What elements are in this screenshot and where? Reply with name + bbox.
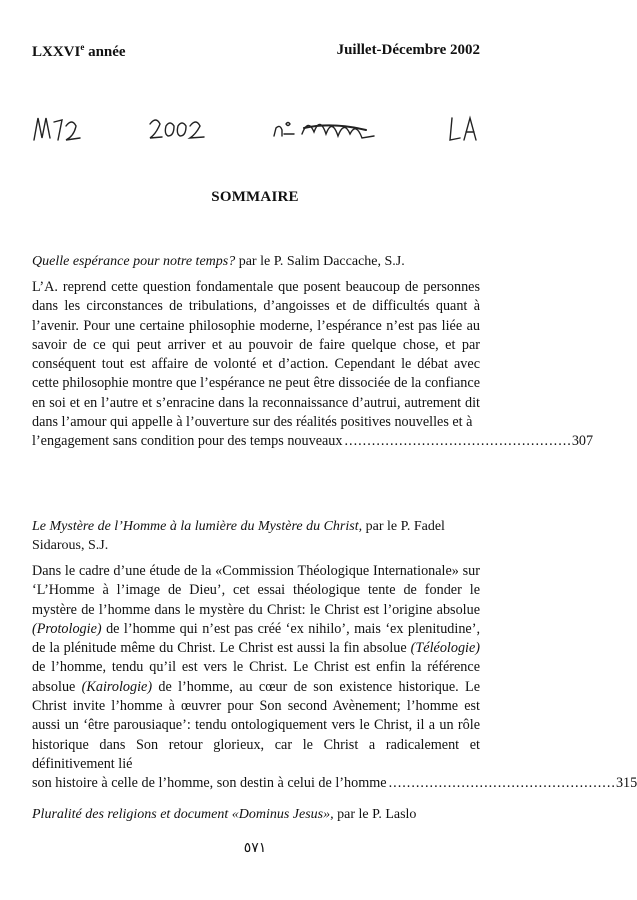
page-header (32, 42, 480, 61)
entry-author: par le P. Fadel Sidarous, S.J. (32, 519, 445, 553)
page-number: 315 (615, 775, 637, 792)
abstract-last-line (32, 432, 594, 451)
abstract-text: de l’homme qui n’est pas créé ‘ex nihilo’, mais ‘ex plenitudine’, de la plénitude même du Christ. Le Christ est aussi la fin absolue (32, 620, 481, 657)
entry-heading (32, 805, 480, 824)
abstract-term: (Protologie) (32, 620, 102, 637)
abstract-term: (Téléologie) (410, 640, 481, 657)
abstract-last-text: son histoire à celle de l’homme, son destin à celui de l’homme (32, 775, 387, 792)
handwritten-annotations (32, 112, 480, 146)
volume-label: LXXVIe année (32, 42, 126, 60)
abstract-last-text: l’engagement sans condition pour des temps nouveaux (32, 433, 343, 450)
abstract-text: de l’homme, tendu qu’il est vers le Christ. Le Christ est enfin la référence absolue (32, 659, 480, 695)
entry-title: Pluralité des religions et document «Dominus Jesus», (32, 807, 334, 822)
toc-entry-2 (32, 517, 637, 794)
abstract-text: L’A. reprend cette question fondamentale que posent beaucoup de personnes dans les circonstances de tribulations, d’angoisses et de difficultés quant à l’avenir. Pour une certaine philosophie moderne, l’espérance n’est pas liée au savoir de ce qui peut arriver et au pouvoir de faire quelque chose, et par conséquent tout est affaire de volonté et d’action. Cependant le débat avec cette philosophie montre que l’espérance ne peut être dissociée de la confiance en soi et en l’autre et s’enracine dans la reconnaissance d’autrui, autrement dit dans l’amour qui appelle à l’ouverture sur des réalités positives nouvelles et à (32, 279, 480, 431)
toc-entry-1 (32, 252, 594, 452)
toc-entry-3 (32, 805, 480, 824)
abstract-last-line (32, 774, 637, 793)
entry-abstract (32, 562, 637, 794)
abstract-text: de l’homme, au cœur de son existence historique. Le Christ invite l’homme à œuvrer pour Son second Avènement; l’homme est aussi un ‘être parousiaque’: tendu ontologiquement vers le Christ, il a un rôle historique dans Son retour glorieux, car le Christ a radicalement et définitivement lié (32, 678, 481, 772)
entry-author: par le P. Laslo (337, 807, 417, 822)
entry-heading (32, 517, 480, 555)
page-number: 307 (571, 433, 594, 450)
entry-heading (32, 252, 480, 271)
period-label: Juillet-Décembre 2002 (336, 42, 480, 58)
page-footer-number: ٥٧١ (243, 841, 267, 856)
abstract-text: Dans le cadre d’une étude de la «Commission Théologique Internationale» sur ‘L’Homme à l’image de Dieu’, cet essai théologique tente de fonder le mystère de l’homme dans le mystère du Christ: le Christ est l’origine absolue (32, 563, 480, 618)
entry-title: Quelle espérance pour notre temps? (32, 254, 236, 269)
entry-abstract (32, 278, 594, 452)
sommaire-title: SOMMAIRE (211, 189, 299, 205)
leader-dots: .................................................. (388, 775, 616, 792)
entry-title: Le Mystère de l’Homme à la lumière du Mystère du Christ, (32, 519, 363, 534)
abstract-term: (Kairologie) (81, 678, 153, 695)
entry-author: par le P. Salim Daccache, S.J. (238, 254, 405, 269)
leader-dots: .................................................. (344, 433, 572, 450)
